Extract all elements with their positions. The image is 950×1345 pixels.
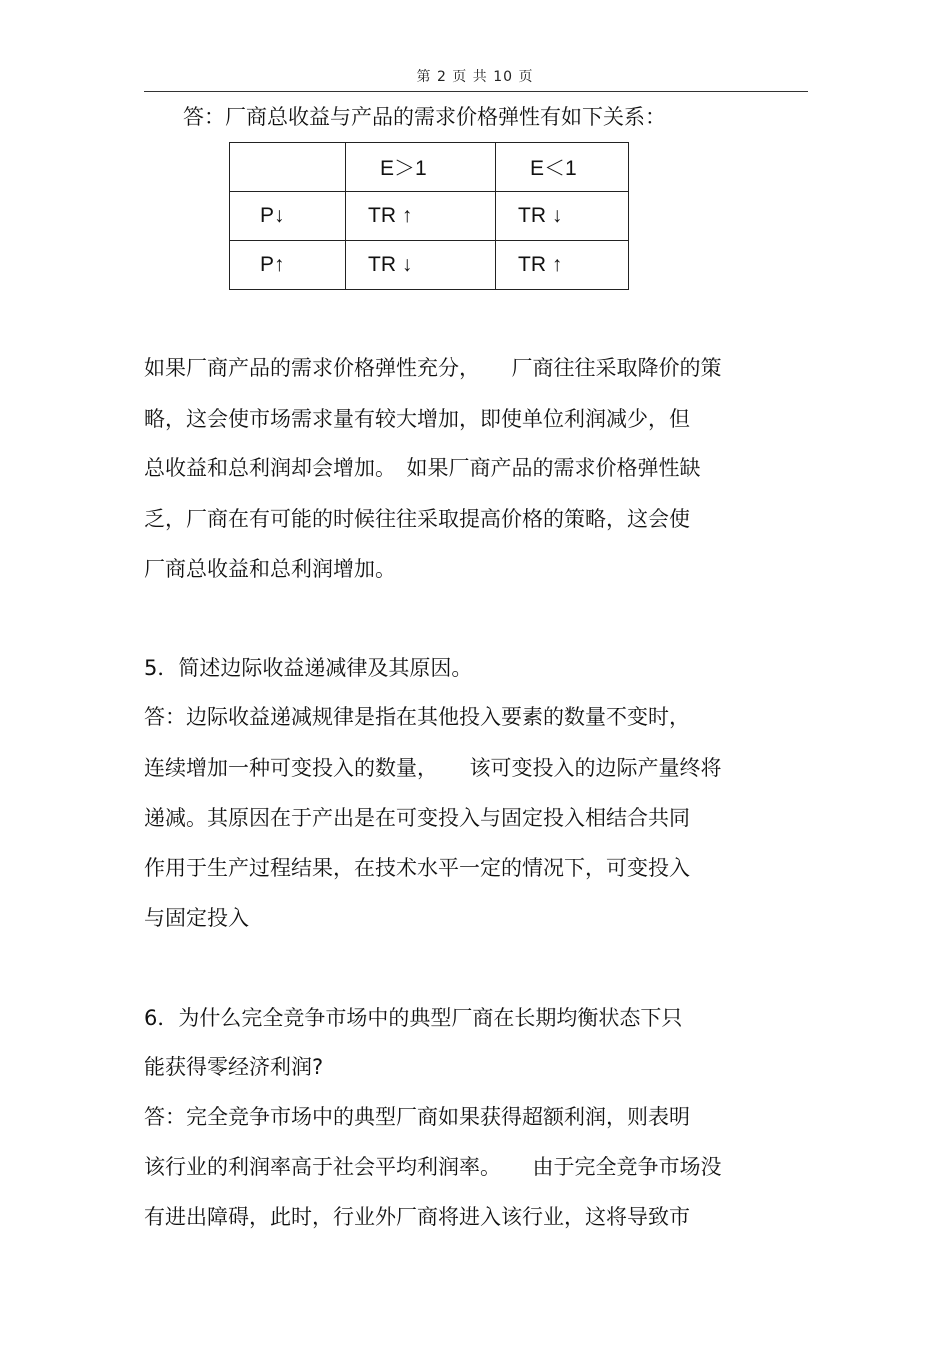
question-6-title: 能获得零经济利润?: [144, 1055, 324, 1079]
answer-intro: 答：厂商总收益与产品的需求价格弹性有如下关系：: [183, 105, 666, 129]
table-header-cell: [230, 143, 346, 192]
table-cell: TR ↑: [346, 192, 496, 241]
answer-line: 连续增加一种可变投入的数量， 该可变投入的边际产量终将: [144, 756, 722, 780]
answer-line: 答：完全竞争市场中的典型厂商如果获得超额利润，则表明: [144, 1105, 690, 1129]
table-cell: P↑: [230, 241, 346, 290]
table-cell: TR ↑: [496, 241, 629, 290]
paragraph-line: 总收益和总利润却会增加。 如果厂商产品的需求价格弹性缺: [144, 456, 701, 480]
table-cell: TR ↓: [496, 192, 629, 241]
answer-line: 作用于生产过程结果，在技术水平一定的情况下，可变投入: [144, 856, 690, 880]
paragraph-line: 厂商总收益和总利润增加。: [144, 557, 396, 581]
page-indicator: 第 2 页 共 10 页: [416, 69, 534, 85]
table-cell: P↓: [230, 192, 346, 241]
elasticity-table: [229, 142, 629, 290]
table-row: [230, 241, 629, 290]
paragraph-line: 乏，厂商在有可能的时候往往采取提高价格的策略，这会使: [144, 507, 690, 531]
table-header-row: [230, 143, 629, 192]
answer-line: 递减。其原因在于产出是在可变投入与固定投入相结合共同: [144, 806, 690, 830]
question-6-title: 6．为什么完全竞争市场中的典型厂商在长期均衡状态下只: [144, 1006, 683, 1030]
table-header-cell: E＜1: [496, 143, 629, 192]
paragraph-line: 如果厂商产品的需求价格弹性充分， 厂商往往采取降价的策: [144, 356, 722, 380]
question-5-title: 5．简述边际收益递减律及其原因。: [144, 656, 473, 680]
table-cell: TR ↓: [346, 241, 496, 290]
table-row: [230, 192, 629, 241]
answer-line: 该行业的利润率高于社会平均利润率。 由于完全竞争市场没: [144, 1155, 722, 1179]
table-header-cell: E＞1: [346, 143, 496, 192]
answer-line: 有进出障碍，此时，行业外厂商将进入该行业，这将导致市: [144, 1205, 690, 1229]
answer-line: 与固定投入: [144, 906, 249, 930]
header-rule: [144, 91, 808, 92]
answer-line: 答：边际收益递减规律是指在其他投入要素的数量不变时，: [144, 705, 690, 729]
paragraph-line: 略，这会使市场需求量有较大增加，即使单位利润减少，但: [144, 407, 690, 431]
